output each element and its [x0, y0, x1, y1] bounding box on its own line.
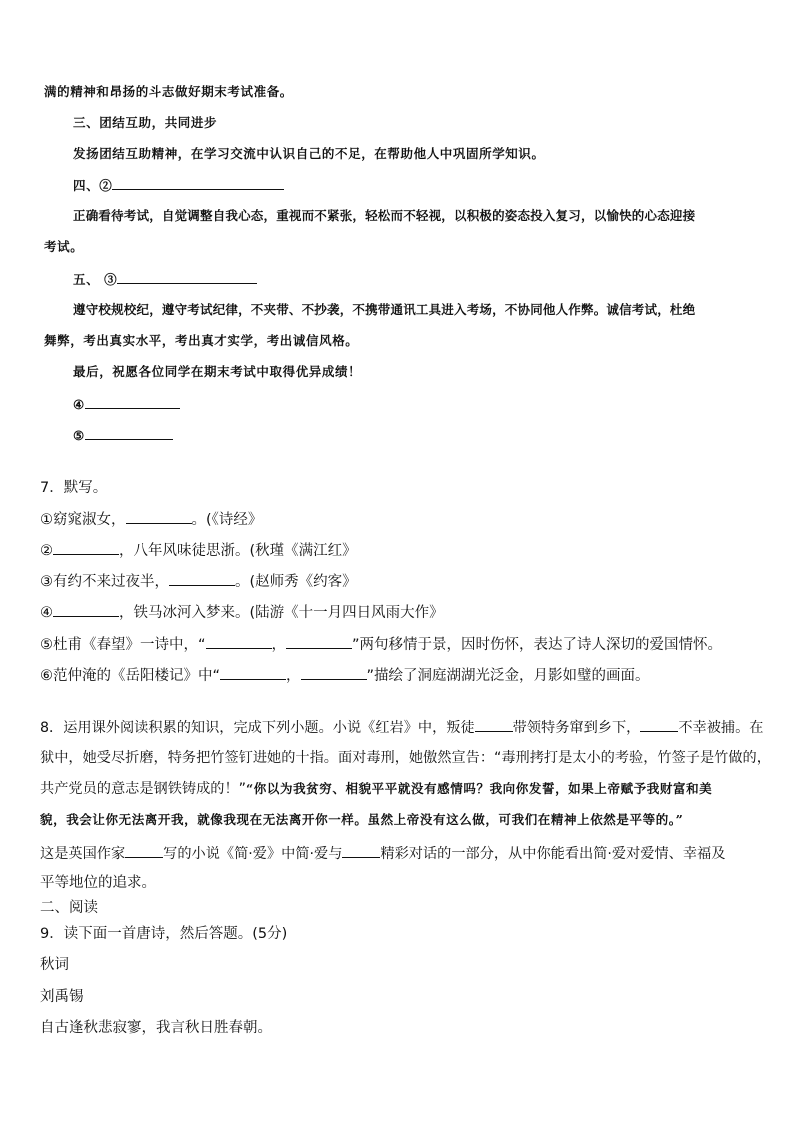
section-heading: 二、阅读 — [40, 900, 98, 916]
dictation-item — [40, 540, 357, 561]
answer-blank[interactable] — [85, 394, 180, 409]
dictation-item — [40, 509, 262, 530]
q8-text: 精彩对话的一部分，从中你能看出简·爱对爱情、幸福及 — [380, 846, 726, 862]
blank-label: ④ — [73, 397, 85, 412]
item-text: ⑥范仲淹的《岳阳楼记》中“ — [40, 668, 221, 684]
blank-label: ⑤ — [73, 428, 85, 443]
speech-heading — [73, 175, 284, 196]
item-text: ， — [286, 668, 301, 684]
speech-line: 满的精神和昂扬的斗志做好期末考试准备。 — [44, 84, 293, 99]
item-text: ⑤杜甫《春望》一诗中，“ — [40, 637, 206, 653]
answer-blank[interactable] — [53, 540, 119, 555]
answer-blank[interactable] — [301, 665, 367, 680]
dictation-item — [40, 634, 722, 655]
q8-quote: “你以为我贫穷、相貌平平就没有感情吗？我向你发誓，如果上帝赋予我财富和美 — [245, 781, 713, 796]
q8-text: 这是英国作家 — [40, 846, 126, 862]
dictation-item — [40, 665, 650, 686]
item-text: 。(赵师秀《约客》 — [235, 574, 357, 590]
item-text: ② — [40, 543, 53, 559]
speech-item — [73, 425, 173, 446]
answer-blank[interactable] — [117, 269, 257, 284]
answer-blank[interactable] — [206, 634, 272, 649]
item-text: ①窈窕淑女， — [40, 512, 126, 528]
poem-author: 刘禹锡 — [40, 989, 84, 1005]
answer-blank[interactable] — [125, 843, 163, 858]
answer-blank[interactable] — [169, 571, 235, 586]
q8-text: 带领特务窜到乡下， — [512, 720, 641, 736]
item-text: 。(《诗经》 — [191, 512, 263, 528]
answer-blank[interactable] — [342, 843, 380, 858]
poem-title: 秋词 — [40, 957, 69, 973]
question-title: 9．读下面一首唐诗，然后答题。(5分) — [40, 926, 288, 942]
blank-label: 四、② — [73, 178, 113, 193]
item-text: ，铁马冰河入梦来。(陆游《十一月四日风雨大作》 — [119, 605, 444, 621]
speech-item — [73, 394, 180, 415]
q8-line: 狱中，她受尽折磨，特务把竹签钉进她的十指。面对毒刑，她傲然宣告：“毒刑拷打是太小的考验，竹签子是竹做的， — [40, 750, 771, 766]
q8-text: 不幸被捕。在 — [678, 720, 764, 736]
item-text: ④ — [40, 605, 53, 621]
speech-line: 发扬团结互助精神，在学习交流中认识自己的不足，在帮助他人中巩固所学知识。 — [73, 146, 545, 161]
q8-text: 8．运用课外阅读积累的知识，完成下列小题。小说《红岩》中，叛徒 — [40, 720, 475, 736]
q8-text: 写的小说《简·爱》中简·爱与 — [163, 846, 343, 862]
answer-blank[interactable] — [85, 425, 173, 440]
answer-blank[interactable] — [220, 665, 286, 680]
speech-line: 正确看待考试，自觉调整自我心态，重视而不紧张，轻松而不轻视，以积极的姿态投入复习，以愉快的心态迎接 — [73, 208, 696, 223]
answer-blank[interactable] — [286, 634, 352, 649]
dictation-item — [40, 571, 357, 592]
q8-line: 平等地位的追求。 — [40, 875, 156, 891]
speech-line: 最后，祝愿各位同学在期末考试中取得优异成绩！ — [73, 364, 362, 379]
speech-heading: 三、团结互助，共同进步 — [73, 115, 218, 130]
speech-line: 舞弊，考出真实水平，考出真才实学，考出诚信风格。 — [44, 333, 359, 348]
answer-blank[interactable] — [475, 717, 513, 732]
item-text: ”两句移情于景，因时伤怀，表达了诗人深切的爱国情怀。 — [352, 637, 723, 653]
speech-heading — [73, 269, 257, 290]
answer-blank[interactable] — [112, 175, 284, 190]
speech-line: 考试。 — [44, 239, 84, 254]
answer-blank[interactable] — [53, 602, 119, 617]
item-text: ”描绘了洞庭湖湖光泛金，月影如璧的画面。 — [366, 668, 650, 684]
question-title: 7．默写。 — [40, 480, 108, 496]
dictation-item — [40, 602, 444, 623]
item-text: ， — [271, 637, 287, 653]
q8-text: 共产党员的意志是钢铁铸成的！” — [40, 781, 246, 797]
poem-line: 自古逢秋悲寂寥，我言秋日胜春朝。 — [40, 1020, 272, 1036]
blank-label: 五、 ③ — [73, 272, 118, 287]
speech-line: 遵守校规校纪，遵守考试纪律，不夹带、不抄袭，不携带通讯工具进入考场，不协同他人作弊。诚信考试，杜绝 — [73, 302, 696, 317]
q8-line — [40, 843, 725, 864]
answer-blank[interactable] — [126, 509, 192, 524]
q8-line — [40, 779, 712, 799]
answer-blank[interactable] — [640, 717, 678, 732]
q8-line — [40, 717, 764, 738]
q8-quote-line: 貌，我会让你无法离开我，就像我现在无法离开你一样。虽然上帝没有这么做，可我们在精神上依然是平等的。” — [40, 812, 684, 827]
item-text: ，八年风味徒思浙。(秋瑾《满江红》 — [119, 543, 357, 559]
item-text: ③有约不来过夜半， — [40, 574, 169, 590]
